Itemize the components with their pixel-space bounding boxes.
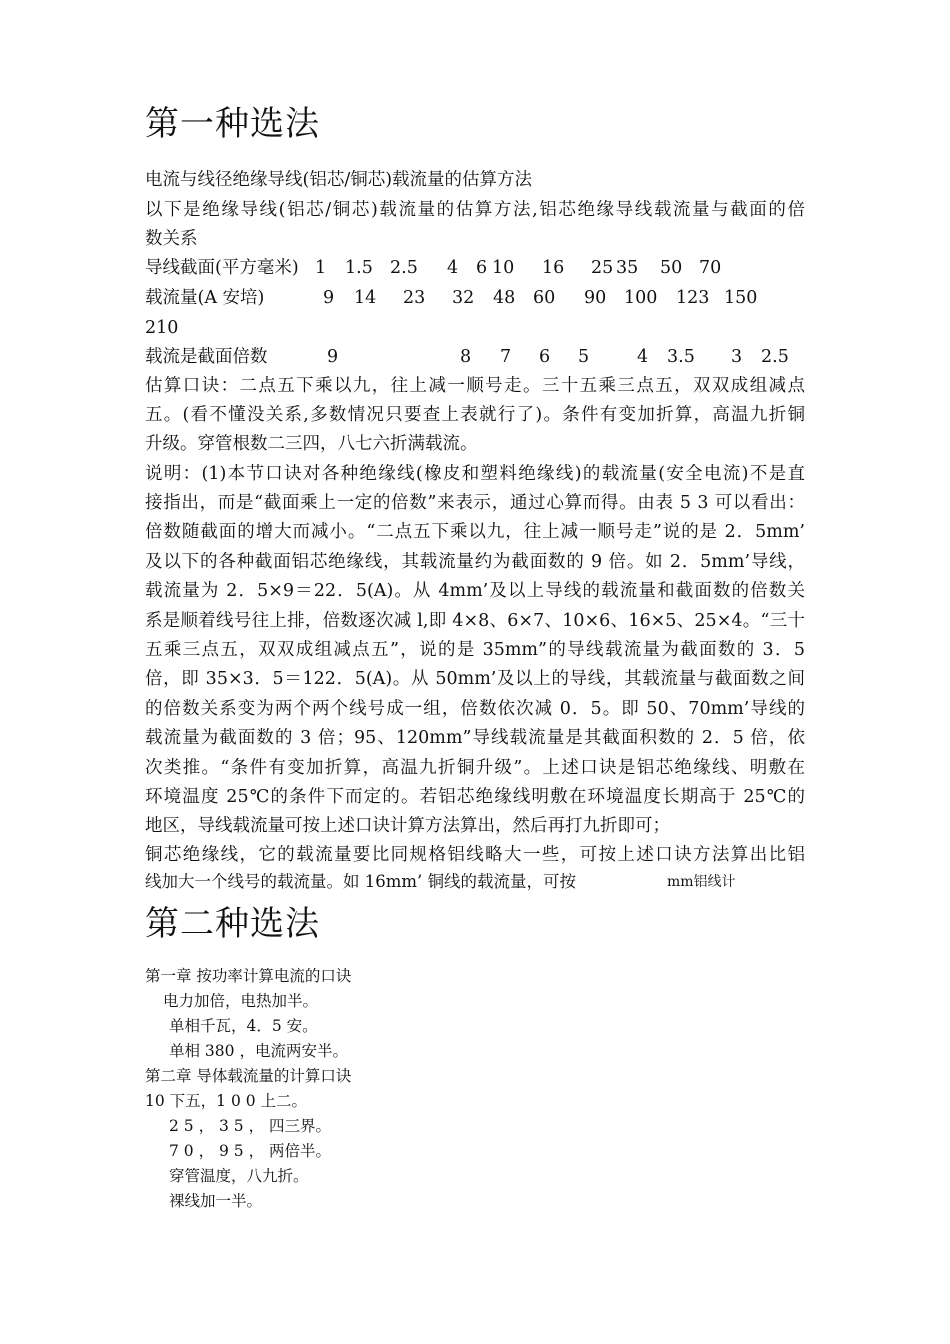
cell: 23 [403, 288, 426, 308]
cell: 16 [542, 258, 565, 278]
body-line: 次类推。“条件有变加折算，高温九折铜升级”。上述口诀是铝芯绝缘线、明敷在 [145, 758, 805, 778]
cell: 2.5 [390, 258, 418, 278]
body-line: 铜芯绝缘线，它的载流量要比同规格铝线略大一些，可按上述口诀方法算出比铝 [145, 845, 805, 865]
cell: 10 [492, 258, 515, 278]
row-label: 载流是截面倍数 [145, 347, 268, 367]
cell: 50 [660, 258, 683, 278]
body-line: 接指出，而是“截面乘上一定的倍数”来表示，通过心算而得。由表 5 3 可以看出： [145, 493, 805, 513]
cell: 1.5 [345, 258, 373, 278]
intro-line-2: 数关系 [145, 229, 198, 249]
body-line: 及以下的各种截面铝芯绝缘线，其载流量约为截面数的 9 倍。如 2．5mm’导线， [145, 552, 805, 572]
cell: 48 [493, 288, 516, 308]
cell: 9 [323, 288, 335, 308]
body-line: 载流量为截面数的 3 倍；95、120mm”导线载流量是其截面积数的 2．5 倍，依 [145, 728, 805, 748]
cell: 5 [578, 347, 590, 367]
body-line: 环境温度 25℃的条件下而定的。若铝芯绝缘线明敷在环境温度长期高于 25℃的 [145, 787, 805, 807]
list-item: 10 下五，1 0 0 上二。 [145, 1092, 308, 1110]
section-2-title: 第二种选法 [145, 904, 320, 944]
cell: 3 [731, 347, 743, 367]
cell: 7 [500, 347, 512, 367]
body-line: 倍数随截面的增大而减小。“二点五下乘以九，往上减一顺号走”说的是 2．5mm’ [145, 522, 805, 542]
cell: 100 [624, 288, 658, 308]
list-item: 单相千瓦，4．5 安。 [169, 1017, 318, 1035]
list-item: 电力加倍，电热加半。 [163, 992, 319, 1010]
cell: 60 [533, 288, 556, 308]
body-line: 载流量为 2．5×9＝22．5(A)。从 4mm’及以上导线的载流量和截面数的倍数关 [145, 581, 805, 601]
section-1-title: 第一种选法 [145, 104, 320, 144]
body-line: 地区，导线载流量可按上述口诀计算方法算出，然后再打九折即可； [145, 816, 670, 836]
table-row-multiple [145, 344, 815, 370]
cell: 8 [460, 347, 472, 367]
list-item: 穿管温度，八九折。 [169, 1167, 309, 1185]
table-row-current-wrap: 210 [145, 318, 179, 338]
subtitle: 电流与线径绝缘导线(铝芯/铜芯)载流量的估算方法 [145, 170, 533, 190]
cell: 32 [452, 288, 475, 308]
list-item: 裸线加一半。 [169, 1192, 263, 1210]
body-line: 倍，即 35×3．5＝122．5(A)。从 50mm’及以上的导线，其载流量与截面数之间 [145, 669, 805, 689]
table-row-section [145, 255, 815, 281]
body-line: 的倍数关系变为两个两个线号成一组，倍数依次减 0．5。即 50、70mm’导线的 [145, 699, 805, 719]
cell: 4 [637, 347, 649, 367]
body-line: 说明：(1)本节口诀对各种绝缘线(橡皮和塑料绝缘线)的载流量(安全电流)不是直 [145, 464, 805, 484]
list-item: 2 5 ， 3 5 ， 四三界。 [169, 1117, 332, 1135]
cell: 1 [315, 258, 327, 278]
cell: 9 [327, 347, 339, 367]
table-row-current [145, 285, 815, 311]
cell: 14 [354, 288, 377, 308]
cell: 6 [539, 347, 551, 367]
row-label: 载流量(A 安培) [145, 288, 265, 308]
list-item: 7 0 ， 9 5 ， 两倍半。 [169, 1142, 332, 1160]
body-line: 五乘三点五，双双成组减点五”，说的是 35mm”的导线载流量为截面数的 3．5 [145, 640, 805, 660]
cell: 3.5 [667, 347, 695, 367]
body-line: 系是顺着线号往上排，倍数逐次减 l,即 4×8、6×7、10×6、16×5、25×4。“三十 [145, 611, 805, 631]
body-line: 估算口诀：二点五下乘以九，往上减一顺号走。三十五乘三点五，双双成组减点 [145, 376, 805, 396]
cell: 25 [591, 258, 614, 278]
cell: 35 [616, 258, 639, 278]
cell: 2.5 [761, 347, 789, 367]
list-item: 单相 380 ，电流两安半。 [169, 1042, 348, 1060]
body-line-tail: mm铝线计 [667, 874, 736, 890]
body-line: 五。(看不懂没关系,多数情况只要查上表就行了)。条件有变加折算，高温九折铜 [145, 405, 805, 425]
cell: 70 [699, 258, 722, 278]
intro-line-1: 以下是绝缘导线(铝芯/铜芯)载流量的估算方法,铝芯绝缘导线载流量与截面的倍 [145, 200, 805, 220]
cell: 6 [476, 258, 488, 278]
cell: 123 [676, 288, 710, 308]
body-line: 升级。穿管根数二三四，八七六折满载流。 [145, 434, 478, 454]
chapter-heading: 第二章 导体载流量的计算口诀 [145, 1067, 352, 1085]
cell: 150 [724, 288, 758, 308]
cell: 90 [584, 288, 607, 308]
cell: 4 [447, 258, 459, 278]
body-line: 线加大一个线号的载流量。如 16mm’ 铜线的载流量，可按 [145, 872, 577, 891]
chapter-heading: 第一章 按功率计算电流的口诀 [145, 967, 352, 985]
row-label: 导线截面(平方毫米) [145, 258, 299, 278]
